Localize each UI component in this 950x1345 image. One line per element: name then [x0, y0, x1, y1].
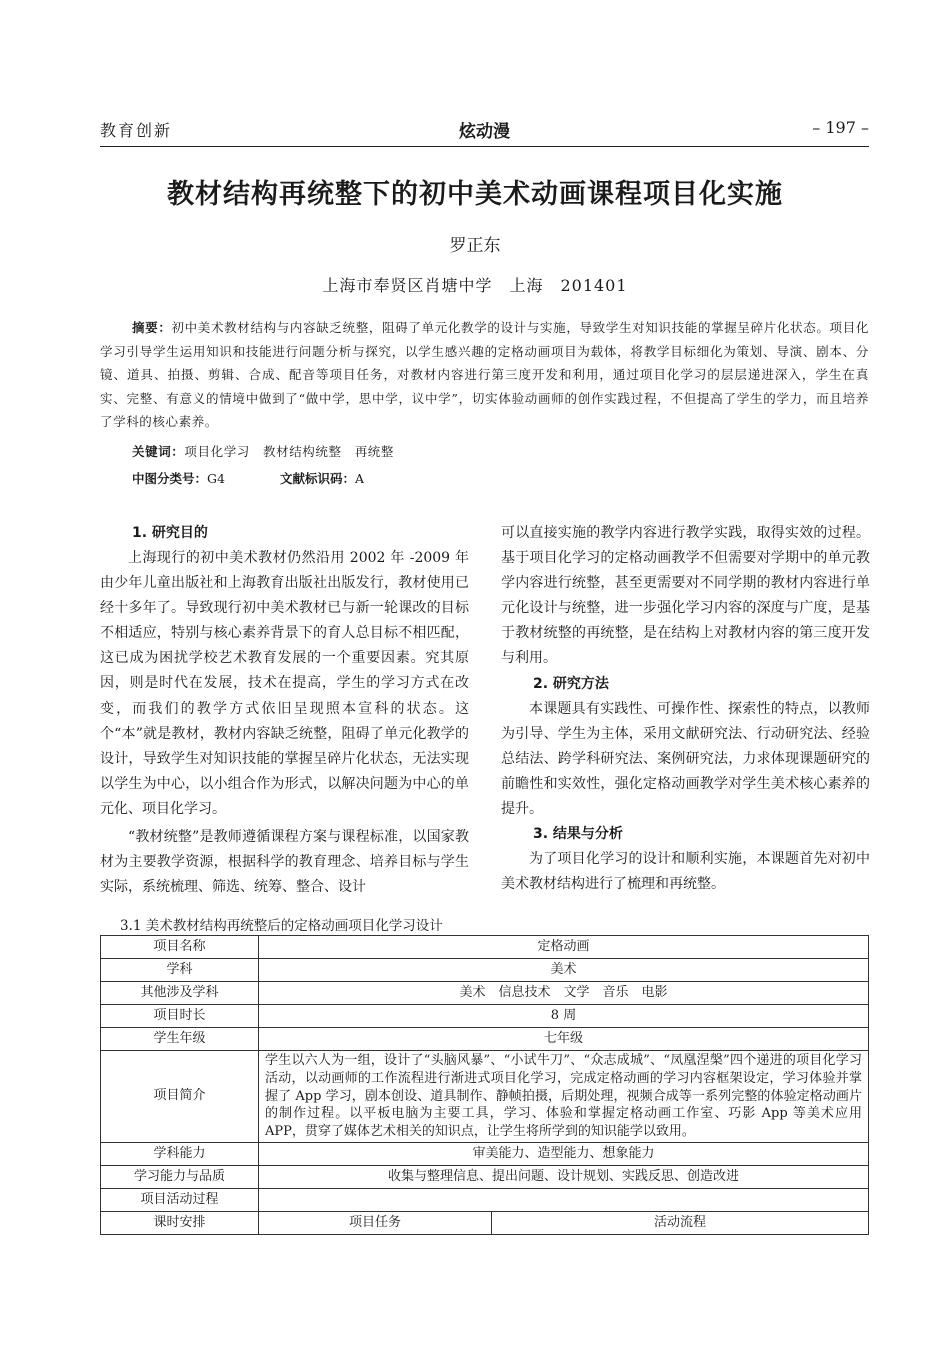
affiliation: 上海市奉贤区肖塘中学 上海 201401	[322, 276, 628, 295]
row-value: 收集与整理信息、提出问题、设计规划、实践反思、创造改进	[259, 1165, 869, 1188]
table-caption: 3.1 美术教材结构再统整后的定格动画项目化学习设计	[120, 918, 443, 934]
abstract-label: 摘要：	[132, 320, 172, 335]
table-row	[101, 982, 869, 1005]
author: 罗正东	[449, 236, 501, 256]
row-value: 美术 信息技术 文学 音乐 电影	[259, 982, 869, 1005]
row-label: 项目时长	[101, 1005, 259, 1028]
doc-code-value: A	[354, 471, 365, 486]
row-label: 其他涉及学科	[101, 982, 259, 1005]
row-label: 学生年级	[101, 1028, 259, 1051]
row-label: 项目活动过程	[101, 1188, 259, 1211]
clc-label: 中图分类号：	[132, 471, 208, 486]
table-row	[101, 1005, 869, 1028]
journal-section: 教育创新	[100, 121, 173, 140]
row-value: 定格动画	[259, 936, 869, 959]
column-header-flow: 活动流程	[492, 1211, 869, 1234]
table-row	[101, 936, 869, 959]
paragraph: 上海现行的初中美术教材仍然沿用 2002 年 -2009 年由少年儿童出版社和上海教育出版社出版发行，教材使用已经十多年了。导致现行初中美术教材已与新一轮课改的目标不相适应，特别与核心素养背景下的育人总目标不相匹配，这已成为困扰学校艺术教育发展的一个重要因素。究其原因，则是时代在发展，技术在提高，学生的学习方式在改变，而我们的教学方式依旧呈现照本宣科的状态。这个“本”就是教材，教材内容缺乏统整，阻碍了单元化教学的设计，导致学生对知识技能的掌握呈碎片化状态，无法实现以学生为中心，以小组合作为形式，以解决问题为中心的单元化、项目化学习。	[100, 550, 469, 817]
header-rule	[100, 146, 869, 147]
paragraph-continued: 可以直接实施的教学内容进行教学实践，取得实效的过程。基于项目化学习的定格动画教学不但需要对学期中的单元教学内容进行统整，甚至更需要对不同学期的教材内容进行单元化设计与统整，进一步强化学习内容的深度与广度，是基于教材统整的再统整，是在结构上对教材内容的第三度开发与利用。	[501, 525, 870, 667]
row-label: 课时安排	[101, 1211, 259, 1234]
doc-code-label: 文献标识码：	[279, 471, 355, 486]
table-row	[101, 1028, 869, 1051]
table-row	[101, 1142, 869, 1165]
page-number: – 197 –	[812, 118, 869, 137]
column-header-task: 项目任务	[259, 1211, 492, 1234]
clc-value: G4	[207, 471, 225, 486]
body-column-right	[501, 521, 870, 897]
row-value: 审美能力、造型能力、想象能力	[259, 1142, 869, 1165]
row-label: 学科	[101, 959, 259, 982]
table-row	[101, 959, 869, 982]
running-header	[100, 118, 869, 146]
row-label: 学习能力与品质	[101, 1165, 259, 1188]
paragraph: “教材统整”是教师遵循课程方案与课程标准，以国家教材为主要教学资源，根据科学的教育理念、培养目标与学生实际，系统梳理、筛选、统筹、整合、设计	[100, 829, 469, 896]
row-label: 项目简介	[101, 1051, 259, 1143]
row-value: 美术	[259, 959, 869, 982]
table-row	[101, 1051, 869, 1143]
table-row	[101, 1188, 869, 1211]
abstract-text: 初中美术教材结构与内容缺乏统整，阻碍了单元化教学的设计与实施，导致学生对知识技能的掌握呈碎片化状态。项目化学习引导学生运用知识和技能进行问题分析与探究，以学生感兴趣的定格动画项目为载体，将教学目标细化为策划、导演、剧本、分镜、道具、拍摄、剪辑、合成、配音等项目任务，对教材内容进行第三度开发和利用，通过项目化学习的层层递进深入，学生在真实、完整、有意义的情境中做到了“做中学，思中学，议中学”，切实体验动画师的创作实践过程，不但提高了学生的学力，而且培养了学科的核心素养。	[100, 320, 869, 429]
row-value	[259, 1188, 869, 1211]
row-label: 项目名称	[101, 936, 259, 959]
classification	[132, 469, 364, 487]
section-heading-3: 3. 结果与分析	[533, 826, 623, 843]
article-title: 教材结构再统整下的初中美术动画课程项目化实施	[167, 179, 783, 210]
table-row	[101, 1211, 869, 1234]
row-value: 学生以六人为一组，设计了“头脑风暴”、“小试牛刀”、“众志成城”、“凤凰涅槃”四个递进的项目化学习活动，以动画师的工作流程进行渐进式项目化学习，完成定格动画的学习内容框架设定，学习体验并掌握了 App 学习，剧本创设、道具制作、静帧拍摄，后期处理，视频合成等一系列完整的体验定格动画片的制作过程。以平板电脑为主要工具，学习、体验和掌握定格动画工作室、巧影 App 等美术应用 APP，贯穿了媒体艺术相关的知识点，让学生将所学到的知识能学以致用。	[259, 1051, 869, 1143]
keywords-text: 项目化学习 教材结构统整 再统整	[184, 444, 395, 459]
table-row	[101, 1165, 869, 1188]
project-design-table	[100, 935, 869, 1235]
section-heading-2: 2. 研究方法	[533, 675, 609, 692]
row-value: 8 周	[259, 1005, 869, 1028]
paragraph: 为了项目化学习的设计和顺利实施，本课题首先对初中美术教材结构进行了梳理和再统整。	[501, 851, 870, 893]
row-value: 七年级	[259, 1028, 869, 1051]
column-name: 炫动漫	[459, 122, 510, 142]
paragraph: 本课题具有实践性、可操作性、探索性的特点，以教师为引导、学生为主体，采用文献研究法、行动研究法、经验总结法、跨学科研究法、案例研究法，力求体现课题研究的前瞻性和实效性，强化定格动画教学对学生美术核心素养的提升。	[501, 700, 870, 817]
section-heading-1: 1. 研究目的	[132, 525, 208, 541]
row-label: 学科能力	[101, 1142, 259, 1165]
abstract	[100, 316, 869, 434]
keywords	[132, 442, 394, 460]
body-column-left	[100, 521, 469, 900]
keywords-label: 关键词：	[132, 444, 185, 459]
